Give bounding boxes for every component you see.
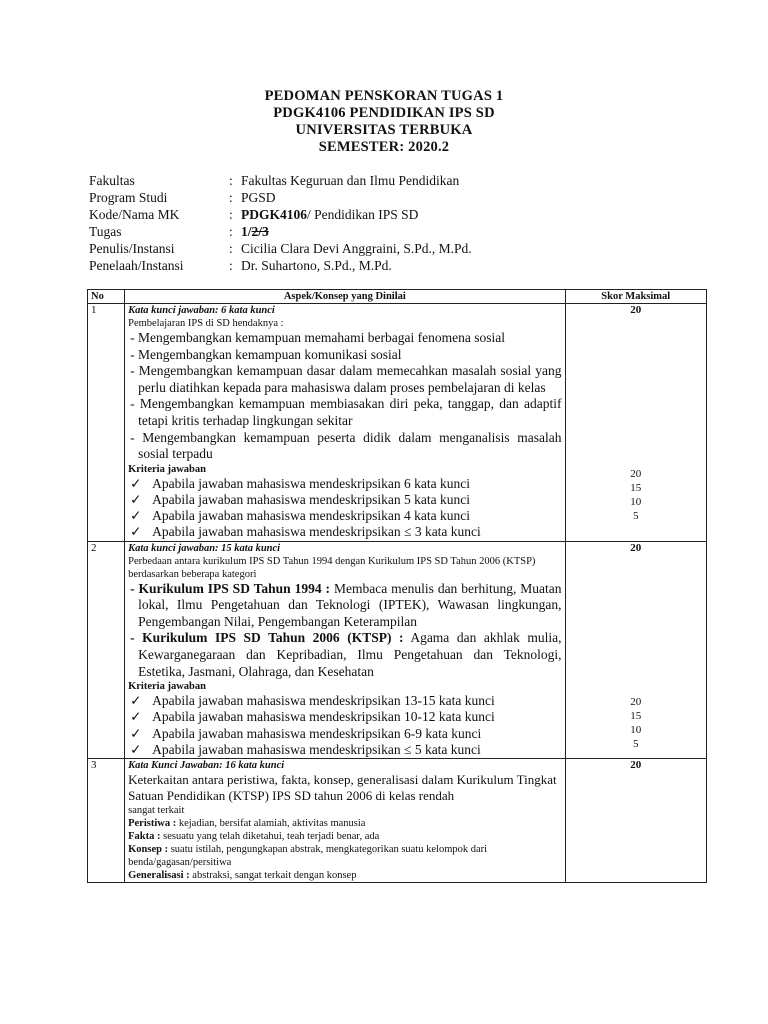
scoring-table xyxy=(87,289,707,883)
row-intro: Pembelajaran IPS di SD hendaknya : xyxy=(128,318,284,329)
kata-kunci: Kata kunci jawaban: 6 kata kunci xyxy=(128,305,275,316)
score-value: 20 xyxy=(630,468,642,480)
row-score xyxy=(565,758,706,882)
definition-item xyxy=(128,817,561,830)
criteria-text: Apabila jawaban mahasiswa mendeskripsikan ≤ 5 kata kunci xyxy=(152,741,481,757)
kriteria-label: Kriteria jawaban xyxy=(128,681,206,693)
criteria-item xyxy=(128,524,561,540)
list-item xyxy=(128,581,561,631)
row-number: 3 xyxy=(88,758,125,882)
curriculum-text: Membaca menulis dan berhitung, Muatan lokal, Ilmu Pengetahuan dan Teknologi (IPTEK), Wawasan lingkungan, Pengembangan Nilai, Pengembangan Keterampilan xyxy=(138,580,562,629)
checkmark-icon: ✓ xyxy=(130,508,142,524)
kata-kunci: Kata Kunci Jawaban: 16 kata kunci xyxy=(128,759,285,771)
list-item: - Mengembangkan kemampuan komunikasi sosial xyxy=(130,346,402,362)
course-code: PDGK4106 xyxy=(241,207,307,222)
checkmark-icon: ✓ xyxy=(130,475,142,491)
course-info xyxy=(89,172,472,274)
kata-kunci: Kata kunci jawaban: 15 kata kunci xyxy=(128,542,281,554)
criteria-item xyxy=(128,726,561,742)
score-value: 15 xyxy=(630,482,642,494)
row-intro: Keterkaitan antara peristiwa, fakta, konsep, generalisasi dalam Kurikulum Tingkat Satuan Pendidikan (KTSP) IPS SD tahun 2006 di kelas rendah xyxy=(128,771,557,803)
criteria-item xyxy=(128,693,561,709)
info-key: Fakultas xyxy=(89,173,135,188)
list-item xyxy=(128,630,561,680)
document-title xyxy=(0,88,768,156)
list-item: - Mengembangkan kemampuan memahami berbagai fenomena sosial xyxy=(130,330,505,345)
info-sep: : xyxy=(229,190,233,205)
row-content xyxy=(125,541,565,758)
info-sep: : xyxy=(229,173,233,188)
curriculum-label: - Kurikulum IPS SD Tahun 1994 : xyxy=(130,580,331,596)
kriteria-label: Kriteria jawaban xyxy=(128,463,206,475)
list-item: - Mengembangkan kemampuan peserta didik dalam menganalisis masalah sosial terpadu xyxy=(130,429,562,462)
row-intro: Perbedaan antara kurikulum IPS SD Tahun 1994 dengan Kurikulum IPS SD Tahun 2006 (KTSP) berdasarkan beberapa kategori xyxy=(128,555,536,580)
row-number: 2 xyxy=(88,541,125,758)
info-value: Dr. Suhartono, S.Pd., M.Pd. xyxy=(241,258,392,273)
title-line-1: PEDOMAN PENSKORAN TUGAS 1 xyxy=(264,88,504,104)
definition-item xyxy=(128,843,561,869)
info-key: Penelaah/Instansi xyxy=(89,258,184,273)
definition-label: Fakta : xyxy=(128,830,161,842)
header-skor: Skor Maksimal xyxy=(565,290,706,304)
info-sep: : xyxy=(229,224,233,239)
definition-text: kejadian, bersifat alamiah, aktivitas manusia xyxy=(176,817,366,829)
row-content xyxy=(125,304,565,542)
criteria-text: Apabila jawaban mahasiswa mendeskripsikan 5 kata kunci xyxy=(152,491,471,507)
table-row xyxy=(88,541,707,758)
criteria-text: Apabila jawaban mahasiswa mendeskripsikan 10-12 kata kunci xyxy=(152,709,495,725)
tugas-number: 1/ xyxy=(241,224,252,239)
table-header-row xyxy=(88,290,707,304)
curriculum-label: - Kurikulum IPS SD Tahun 2006 (KTSP) : xyxy=(130,630,404,646)
criteria-text: Apabila jawaban mahasiswa mendeskripsikan 6 kata kunci xyxy=(152,475,471,491)
row-content xyxy=(125,758,565,882)
info-row-kode xyxy=(89,206,472,223)
criteria-text: Apabila jawaban mahasiswa mendeskripsikan 6-9 kata kunci xyxy=(152,725,482,741)
criteria-item xyxy=(128,508,561,524)
info-key: Penulis/Instansi xyxy=(89,241,175,256)
checkmark-icon: ✓ xyxy=(130,491,142,507)
criteria-text: Apabila jawaban mahasiswa mendeskripsikan 13-15 kata kunci xyxy=(152,693,495,709)
info-row-penelaah xyxy=(89,257,472,274)
checkmark-icon: ✓ xyxy=(130,709,142,725)
criteria-item xyxy=(128,742,561,758)
definition-text: abstraksi, sangat terkait dengan konsep xyxy=(189,869,357,881)
list-item: - Mengembangkan kemampuan dasar dalam memecahkan masalah sosial yang perlu diatihkan kepada para mahasiswa dalam proses pembelajaran di kelas xyxy=(130,363,562,395)
info-row-penulis xyxy=(89,240,472,257)
curriculum-text: Agama dan akhlak mulia, Kewarganegaraan dan Kepribadian, Ilmu Pengetahuan dan Teknologi, Estetika, Jasmani, Olahraga, dan Kesehatan xyxy=(138,630,562,679)
info-row-fakultas xyxy=(89,172,472,189)
checkmark-icon: ✓ xyxy=(130,693,142,709)
info-key: Tugas xyxy=(89,224,122,239)
score-value: 5 xyxy=(633,737,639,750)
criteria-text: Apabila jawaban mahasiswa mendeskripsikan 4 kata kunci xyxy=(152,508,471,524)
info-key: Kode/Nama MK xyxy=(89,207,180,222)
info-row-tugas xyxy=(89,223,472,240)
row-number: 1 xyxy=(88,304,125,542)
definition-item xyxy=(128,869,561,882)
row-score xyxy=(565,541,706,758)
score-value: 10 xyxy=(630,723,642,736)
checkmark-icon: ✓ xyxy=(130,741,142,757)
row-intro-2: sangat terkait xyxy=(128,804,185,816)
table-row xyxy=(88,304,707,542)
info-sep: : xyxy=(229,241,233,256)
definition-label: Peristiwa : xyxy=(128,817,177,829)
tugas-struck: 2/3 xyxy=(251,224,269,239)
info-row-prodi xyxy=(89,189,472,206)
table-row xyxy=(88,758,707,882)
score-value: 10 xyxy=(630,496,642,508)
max-score: 20 xyxy=(630,758,642,771)
info-key: Program Studi xyxy=(89,190,168,205)
info-value xyxy=(241,206,418,223)
info-value: PGSD xyxy=(241,190,276,205)
info-sep: : xyxy=(229,207,233,222)
info-value: Fakultas Keguruan dan Ilmu Pendidikan xyxy=(241,173,460,188)
score-value: 15 xyxy=(630,709,642,722)
criteria-text: Apabila jawaban mahasiswa mendeskripsikan ≤ 3 kata kunci xyxy=(152,524,481,540)
row-score xyxy=(565,304,706,542)
criteria-item xyxy=(128,709,561,725)
title-line-3: UNIVERSITAS TERBUKA xyxy=(295,122,473,138)
info-value xyxy=(241,223,269,240)
definition-item xyxy=(128,830,561,843)
info-sep: : xyxy=(229,258,233,273)
info-value: Cicilia Clara Devi Anggraini, S.Pd., M.Pd. xyxy=(241,241,472,256)
criteria-item xyxy=(128,492,561,508)
score-value: 20 xyxy=(630,695,642,708)
definition-label: Konsep : xyxy=(128,843,169,855)
title-line-4: SEMESTER: 2020.2 xyxy=(318,139,450,155)
header-aspek: Aspek/Konsep yang Dinilai xyxy=(125,290,565,304)
checkmark-icon: ✓ xyxy=(130,725,142,741)
definition-label: Generalisasi : xyxy=(128,869,190,881)
header-no: No xyxy=(88,290,125,304)
definition-text: suatu istilah, pengungkapan abstrak, mengkategorikan suatu kelompok dari benda/gagasan/persitiwa xyxy=(128,843,488,868)
criteria-item xyxy=(128,476,561,492)
course-name: / Pendidikan IPS SD xyxy=(307,207,419,222)
title-line-2: PDGK4106 PENDIDIKAN IPS SD xyxy=(273,105,495,121)
max-score: 20 xyxy=(630,541,642,554)
max-score: 20 xyxy=(630,304,642,316)
definition-text: sesuatu yang telah diketahui, teah terjadi benar, ada xyxy=(160,830,380,842)
score-value: 5 xyxy=(633,510,639,522)
list-item: - Mengembangkan kemampuan membiasakan diri peka, tanggap, dan adaptif tetapi kritis terhadap lingkungan sekitar xyxy=(130,396,562,428)
checkmark-icon: ✓ xyxy=(130,524,142,540)
